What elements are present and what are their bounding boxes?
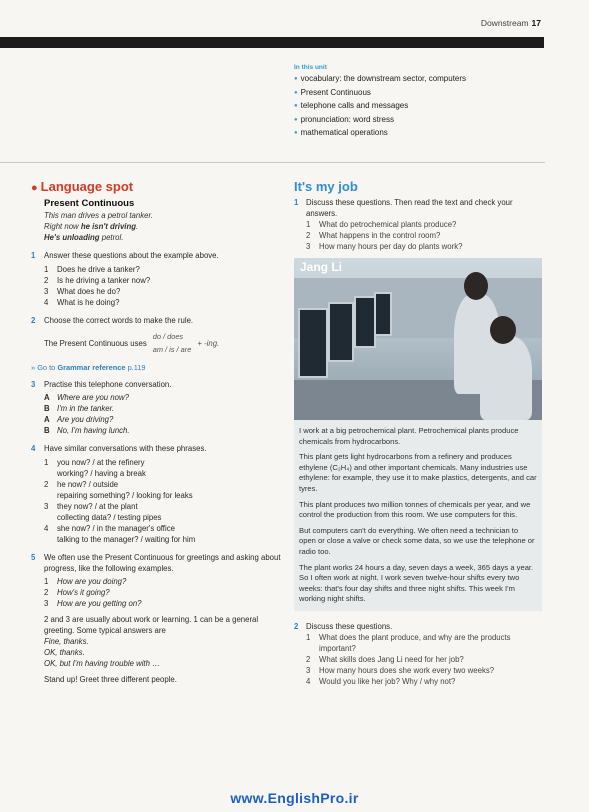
question-item: 1 Does he drive a tanker? xyxy=(44,265,140,274)
exercise-instruction: Discuss these questions. xyxy=(306,621,393,631)
exercise-number: 1 xyxy=(294,198,299,207)
answer-line: Fine, thanks. xyxy=(44,637,89,646)
exercise-1 xyxy=(31,250,281,308)
unit-item: ● telephone calls and messages xyxy=(294,100,534,114)
question-item: 4 What is he doing? xyxy=(44,298,120,307)
exercise-number: 4 xyxy=(31,444,36,453)
unit-box-list xyxy=(294,73,534,141)
page-header xyxy=(481,18,541,28)
section-name: Downstream xyxy=(480,18,529,28)
question-item: 3 What does he do? xyxy=(44,287,121,296)
exercise-number: 2 xyxy=(294,621,299,631)
phrase-item: 3 they now? / at the plant collecting data? / testing pipes xyxy=(44,502,162,522)
exercise-instruction: Have similar conversations with these phrases. xyxy=(44,444,207,453)
rule-options[interactable]: do / does am / is / are xyxy=(152,332,192,354)
unit-box xyxy=(294,64,534,141)
text-paragraph: But computers can't do everything. We often need a technician to open or close a valve or check some data, so we use the telephone or radio too. xyxy=(299,525,535,556)
control-room-photo xyxy=(294,258,542,420)
exercise-instruction: We often use the Present Continuous for greetings and asking about progress, like the following examples. xyxy=(44,553,281,573)
question-item: 2 Is he driving a tanker now? xyxy=(44,276,151,285)
dialog-line: B I'm in the tanker. xyxy=(44,404,115,413)
dialog-line: B No, I'm having lunch. xyxy=(44,426,130,435)
footer-url[interactable]: www.EnglishPro.ir xyxy=(230,790,359,806)
question-item: 2 What happens in the control room? xyxy=(306,231,441,240)
exercise-number: 3 xyxy=(31,380,36,389)
question-item: 3 How many hours does she work every two weeks? xyxy=(306,665,495,675)
question-item: 4 Would you like her job? Why / why not? xyxy=(306,676,456,686)
dialog-line: A Are you driving? xyxy=(44,415,114,424)
answer-line: OK, but I'm having trouble with … xyxy=(44,659,160,668)
example-line: This man drives a petrol tanker. xyxy=(44,211,153,220)
text-paragraph: This plant gets light hydrocarbons from a refinery and produces ethylene (C₂H₄) and other important chemicals. Many industries use ethylene: for example, they use it to make plastics, detergents, and car tyres. xyxy=(299,452,537,493)
exercise-instruction: Discuss these questions. Then read the text and check your answers. xyxy=(306,198,513,218)
bullet-icon: ● xyxy=(31,182,38,194)
unit-item: ● vocabulary: the downstream sector, computers xyxy=(294,73,534,87)
exercise-note: 2 and 3 are usually about work or learning. 1 can be a general greeting. Some typical answers are xyxy=(44,615,259,635)
phrase-item: 1 you now? / at the refinery working? / having a break xyxy=(44,458,146,478)
reading-text xyxy=(294,420,542,611)
exercise-number: 2 xyxy=(31,316,36,325)
exercise-5 xyxy=(31,552,281,685)
its-my-job xyxy=(294,181,542,687)
unit-item: ● Present Continuous xyxy=(294,87,534,101)
question-item: 1 What do petrochemical plants produce? xyxy=(306,220,457,229)
example-line: He's unloading petrol. xyxy=(44,233,124,242)
exercise-number: 5 xyxy=(31,553,36,562)
job-exercise-1 xyxy=(294,197,542,252)
photo-caption-name: Jang Li xyxy=(300,260,343,274)
unit-item: ● mathematical operations xyxy=(294,127,534,141)
question-item: 2 What skills does Jang Li need for her job? xyxy=(306,654,464,664)
phrase-item: 4 she now? / in the manager's office talking to the manager? / waiting for him xyxy=(44,524,196,544)
language-spot-subtitle: Present Continuous xyxy=(44,198,135,209)
language-spot xyxy=(31,181,281,685)
greeting-item: 2 How's it going? xyxy=(44,588,110,597)
top-bar xyxy=(0,37,544,48)
answer-line: OK, thanks. xyxy=(44,648,85,657)
exercise-instruction: Answer these questions about the example above. xyxy=(44,251,219,260)
exercise-3 xyxy=(31,379,281,436)
text-paragraph: The plant works 24 hours a day, seven days a week, 365 days a year. So I often work at night. I work seven twelve-hour shifts every two weeks: that's four day shifts and three night shifts. This week I'm working night shifts. xyxy=(299,562,534,604)
example-line: Right now he isn't driving. xyxy=(44,222,139,231)
exercise-closing: Stand up! Greet three different people. xyxy=(44,675,177,684)
dialog-line: A Where are you now? xyxy=(44,393,129,402)
grammar-reference-link[interactable]: » Go to Grammar reference p.119 xyxy=(31,363,146,372)
operator-figure xyxy=(480,336,532,420)
phrase-item: 2 he now? / outside repairing something? / looking for leaks xyxy=(44,480,193,500)
language-spot-title: ● Language spot xyxy=(31,179,134,194)
page-number: 17 xyxy=(531,18,541,28)
unit-item: ● pronunciation: word stress xyxy=(294,114,534,128)
exercise-4 xyxy=(31,443,281,545)
text-paragraph: I work at a big petrochemical plant. Petrochemical plants produce chemicals from hydrocarbons. xyxy=(299,426,519,446)
text-paragraph: This plant produces two million tonnes of chemicals per year, and we control the production from this room. We use computers for this. xyxy=(299,499,531,520)
greeting-item: 1 How are you doing? xyxy=(44,577,127,586)
grammar-rule: The Present Continuous uses do / does am / is / are + -ing. xyxy=(44,332,220,354)
exercise-instruction: Choose the correct words to make the rule. xyxy=(44,316,194,325)
job-exercise-2 xyxy=(294,621,542,687)
divider xyxy=(0,162,545,163)
question-item: 1 What does the plant produce, and why are the products important? xyxy=(306,632,511,653)
unit-box-title: In this unit xyxy=(294,64,327,71)
exercise-instruction: Practise this telephone conversation. xyxy=(44,380,172,389)
its-my-job-title: It's my job xyxy=(294,179,358,194)
exercise-2 xyxy=(31,315,281,356)
question-item: 3 How many hours per day do plants work? xyxy=(306,242,463,251)
exercise-number: 1 xyxy=(31,251,36,260)
greeting-item: 3 How are you getting on? xyxy=(44,599,142,608)
